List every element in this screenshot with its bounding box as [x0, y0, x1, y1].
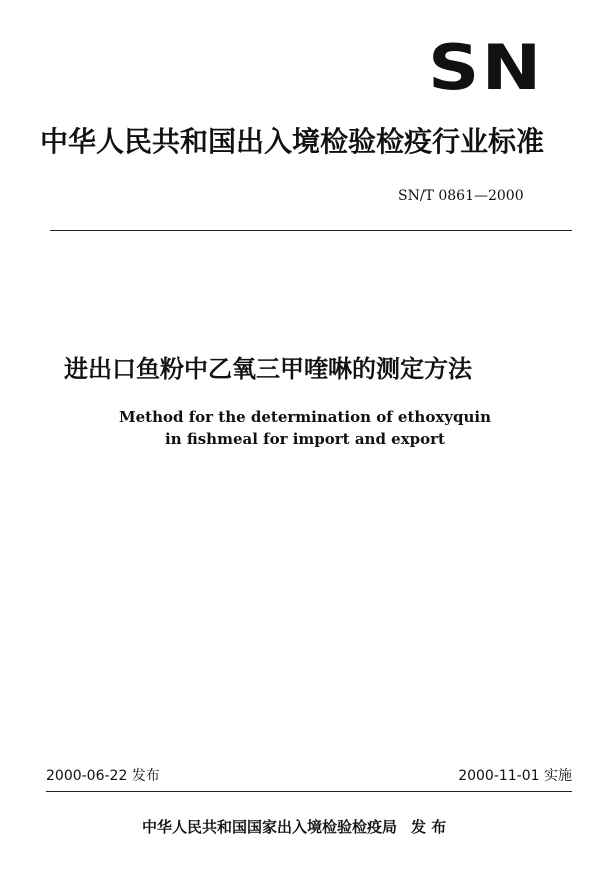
bottom-divider [46, 791, 572, 792]
publisher-line [142, 816, 446, 838]
sn-logo: SN [428, 31, 544, 104]
publisher-name: 中华人民共和国国家出入境检验检疫局 [142, 818, 398, 836]
implementation-date: 2000-11-01 实施 [458, 768, 572, 784]
standard-category: 中华人民共和国出入境检验检疫行业标准 [40, 125, 545, 158]
standard-code: SN/T 0861—2000 [398, 188, 524, 204]
document-title-chinese: 进出口鱼粉中乙氧三甲喹啉的测定方法 [64, 355, 472, 383]
top-divider [50, 230, 572, 231]
title-english-line-1: Method for the determination of ethoxyquin [119, 408, 491, 426]
publisher-action: 发 布 [411, 818, 447, 836]
issue-date: 2000-06-22 发布 [46, 768, 160, 784]
title-english-line-2: in fishmeal for import and export [165, 430, 445, 448]
document-title-english [100, 406, 510, 450]
